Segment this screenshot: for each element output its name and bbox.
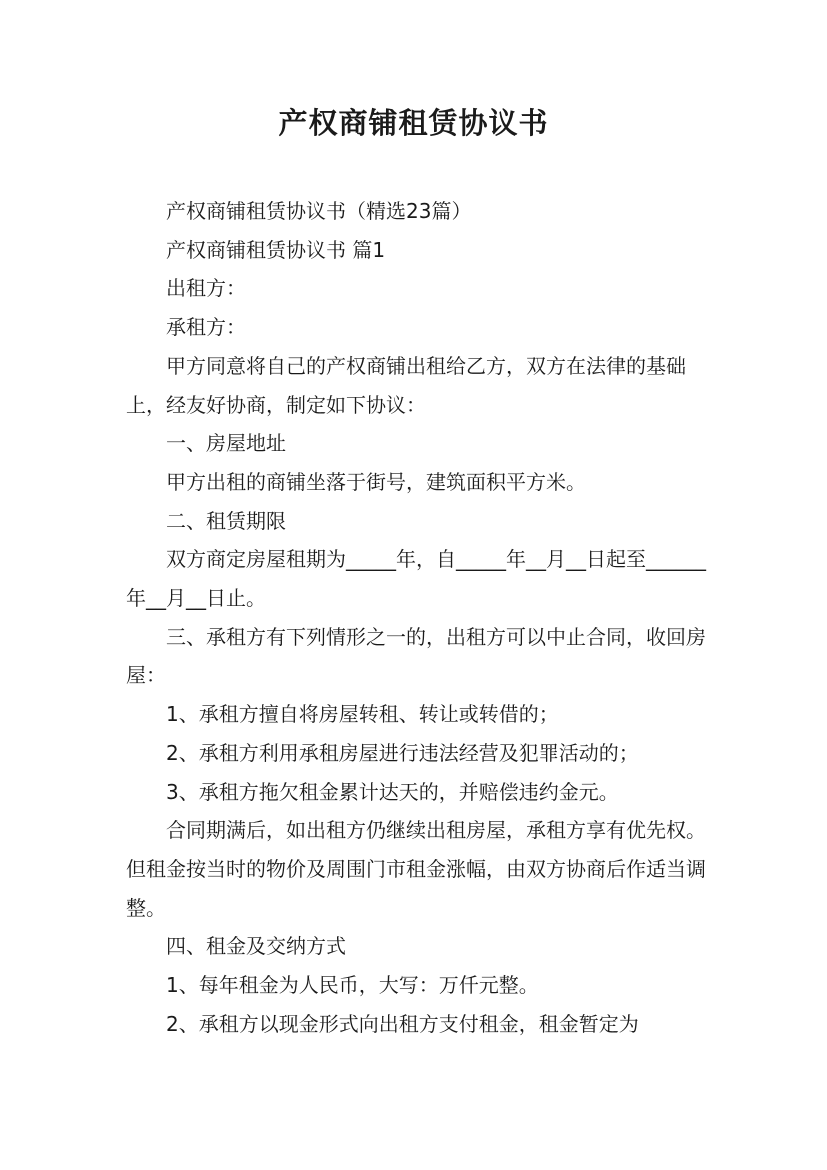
paragraph-lessor: 出租方： (166, 276, 246, 301)
paragraph-clause-3-heading: 三、承租方有下列情形之一的，出租方可以中止合同，收回房屋： (126, 624, 706, 688)
document-body (126, 192, 708, 1043)
paragraph-clause-3-item-1: 1、承租方擅自将房屋转租、转让或转借的； (166, 702, 559, 727)
paragraph-clause-4-heading: 四、租金及交纳方式 (166, 934, 346, 959)
document-title: 产权商铺租赁协议书 (278, 106, 549, 140)
paragraph-clause-1-heading: 一、房屋地址 (166, 431, 286, 456)
paragraph-section-heading: 产权商铺租赁协议书 篇1 (166, 237, 386, 262)
paragraph-agreement-intro: 甲方同意将自己的产权商铺出租给乙方，双方在法律的基础上，经友好协商，制定如下协议： (126, 353, 686, 417)
paragraph-clause-2-body: 双方商定房屋租期为_____年，自_____年__月__日起至______年__月__日止。 (126, 547, 706, 611)
paragraph-lessee: 承租方： (166, 315, 246, 340)
paragraph-clause-1-body: 甲方出租的商铺坐落于街号，建筑面积平方米。 (166, 469, 586, 494)
paragraph-clause-3-item-2: 2、承租方利用承租房屋进行违法经营及犯罪活动的； (166, 740, 639, 765)
paragraph-renewal: 合同期满后，如出租方仍继续出租房屋，承租方享有优先权。但租金按当时的物价及周围门市租金涨幅，由双方协商后作适当调整。 (126, 818, 706, 920)
paragraph-clause-4-item-2: 2、承租方以现金形式向出租方支付租金，租金暂定为 (166, 1011, 639, 1036)
paragraph-clause-4-item-1: 1、每年租金为人民币，大写：万仟元整。 (166, 973, 539, 998)
paragraph-subtitle: 产权商铺租赁协议书（精选23篇） (166, 199, 472, 223)
paragraph-clause-3-item-3: 3、承租方拖欠租金累计达天的，并赔偿违约金元。 (166, 779, 619, 804)
paragraph-clause-2-heading: 二、租赁期限 (166, 508, 286, 533)
